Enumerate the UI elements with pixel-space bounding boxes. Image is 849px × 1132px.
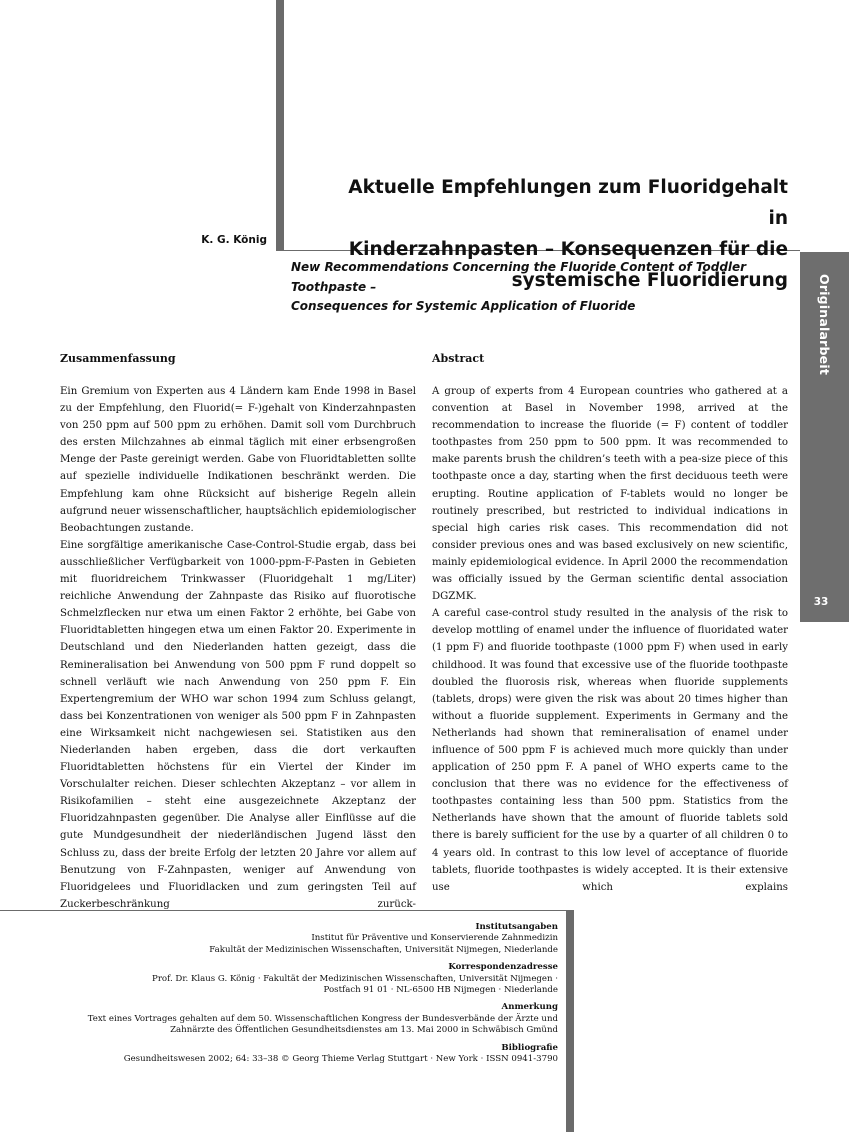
anmerkung-line: Text eines Vortrages gehalten auf dem 50. Wissenschaftlichen Kongress der Bundesverbände der Ärzte und bbox=[87, 1013, 558, 1024]
section-sidebar bbox=[800, 252, 849, 622]
institut-line: Institut für Präventive und Konservierende Zahnmedizin bbox=[311, 933, 558, 944]
abstract-column bbox=[432, 350, 788, 896]
title-line: systemische Fluoridierung bbox=[511, 270, 788, 291]
institut-heading: Institutsangaben bbox=[475, 922, 558, 932]
zusammenfassung-paragraph: Eine sorgfältige amerikanische Case-Control-Studie ergab, dass bei ausschließlicher Verfügbarkeit von 1000-ppm-F-Pasten in Gebieten mit fluoridreichem Trinkwasser (Fluoridgehalt 1 mg/Liter) reichliche Anwendung der Zahnpaste das Risiko auf fluorotische Schmelzflecken nur etwa um einen Faktor 2 erhöhte, bei Gabe von Fluoridtabletten hingegen etwa um einen Faktor 20. Experimente in Deutschland und den Niederlanden hatten gezeigt, dass die Remineralisation bei Anwendung von 500 ppm F rund doppelt so schnell verläuft wie nach Anwendung von 250 ppm F. Ein Expertengremium der WHO war schon 1994 zum Schluss gelangt, dass bei Konzentrationen von weniger als 500 ppm F in Zahnpasten eine Wirksamkeit nicht nachgewiesen sei. Statistiken aus den Niederlanden haben ergeben, dass die dort verkauften Fluoridtabletten höchstens für ein Viertel der Kinder im Vorschulalter reichen. Dieser schlechten Akzeptanz – vor allem in Risikofamilien – steht eine ausgezeichnete Akzeptanz der Fluoridzahnpasten gegenüber. Die Analyse aller Einflüsse auf die gute Mundgesundheit der niederländischen Jugend lässt den Schluss zu, dass der breite Erfolg der letzten 20 Jahre vor allem auf Benutzung von F-Zahnpasten, weniger auf Anwendung von Fluoridgelees und Fluoridlacken und zum geringsten Teil auf Zuckerbeschränkung zurück- bbox=[60, 539, 416, 910]
korrespondenz-line: Prof. Dr. Klaus G. König · Fakultät der Medizinischen Wissenschaften, Universität Nijmegen · bbox=[152, 973, 558, 984]
zusammenfassung-paragraph: Ein Gremium von Experten aus 4 Ländern kam Ende 1998 in Basel zu der Empfehlung, den Fluorid(= F-)gehalt von Kinderzahnpasten von 250 ppm auf 500 ppm zu erhöhen. Damit soll vom Durchbruch des ersten Milchzahnes ab einmal täglich mit einer erbsengroßen Menge der Paste gereinigt werden. Gabe von Fluoridtabletten sollte auf spezielle individuelle Indikationen beschränkt werden. Die Empfehlung kam ohne Rücksicht auf bisherige Regeln allein aufgrund neuer wissenschaftlicher, hauptsächlich epidemiologischer Beobachtungen zustande. bbox=[60, 386, 416, 534]
zusammenfassung-column bbox=[60, 350, 416, 913]
bottom-vertical-bar bbox=[566, 910, 574, 1132]
bibliografie-block bbox=[40, 1043, 558, 1066]
korrespondenz-block bbox=[40, 962, 558, 996]
subtitle-line: Consequences for Systemic Application of Fluoride bbox=[291, 299, 636, 313]
title-line: Aktuelle Empfehlungen zum Fluoridgehalt in bbox=[348, 177, 788, 229]
anmerkung-line: Zahnärzte des Öffentlichen Gesundheitsdienstes am 13. Mai 2000 in Schwäbisch Gmünd bbox=[170, 1025, 558, 1036]
publication-info bbox=[40, 922, 558, 1071]
abstract-paragraph: A careful case-control study resulted in the analysis of the risk to develop mottling of enamel under the influence of fluoridated water (1 ppm F) and fluoride toothpaste (1000 ppm F) when used in early childhood. It was found that excessive use of the fluoride toothpaste doubled the fluorosis risk, whereas when fluoride supplements (tablets, drops) were given the risk was about 20 times higher than without a fluoride supplement. Experiments in Germany and the Netherlands had shown that remineralisation of enamel under influence of 500 ppm F is achieved much more quickly than under application of 250 ppm F. A panel of WHO experts came to the conclusion that there was no evidence for the effectiveness of toothpastes containing less than 500 ppm. Statistics from the Netherlands have shown that the amount of fluoride tablets sold there is barely sufficient for the use by a quarter of all children 0 to 4 years old. In contrast to this low level of acceptance of fluoride tablets, fluoride toothpastes is widely accepted. It is their extensive use which explains bbox=[432, 608, 788, 893]
english-title bbox=[291, 258, 796, 317]
title-line: Kinderzahnpasten – Konsequenzen für die bbox=[348, 239, 788, 260]
korrespondenz-line: Postfach 91 01 · NL-6500 HB Nijmegen · Niederlande bbox=[323, 985, 558, 996]
top-vertical-bar bbox=[276, 0, 284, 250]
zusammenfassung-heading: Zusammenfassung bbox=[60, 352, 176, 365]
author-name: K. G. König bbox=[201, 234, 267, 246]
anmerkung-block bbox=[40, 1002, 558, 1036]
korrespondenz-heading: Korrespondenzadresse bbox=[448, 962, 558, 973]
abstract-paragraph: A group of experts from 4 European countries who gathered at a convention at Basel in November 1998, arrived at the recommendation to increase the fluoride (= F) content of toddler toothpastes from 250 ppm to 500 ppm. It was recommended to make parents brush the children’s teeth with a pea-size piece of this toothpaste once a day, starting when the first deciduous teeth were erupting. Routine application of F-tablets would no longer be routinely prescribed, but restricted to individual indications in special high caries risk cases. This recommendation did not consider previous ones and was based exclusively on new scientific, mainly epidemiological evidence. In April 2000 the recommendation was officially issued by the German scientific dental association DGZMK. bbox=[432, 386, 788, 603]
footer-rule bbox=[0, 910, 566, 911]
institut-line: Fakultät der Medizinischen Wissenschaften, Universität Nijmegen, Niederlande bbox=[209, 944, 558, 955]
anmerkung-heading: Anmerkung bbox=[501, 1002, 558, 1013]
bibliografie-heading: Bibliografie bbox=[501, 1042, 558, 1053]
abstract-heading: Abstract bbox=[432, 352, 485, 365]
institut-block bbox=[40, 922, 558, 956]
section-label bbox=[800, 274, 849, 414]
page-number: 33 bbox=[813, 596, 829, 608]
section-label-text: Originalarbeit bbox=[817, 274, 832, 376]
bibliografie-line: Gesundheitswesen 2002; 64: 33–38 © Georg Thieme Verlag Stuttgart · New York · ISSN 0941-3790 bbox=[123, 1054, 558, 1065]
subtitle-line: New Recommendations Concerning the Fluoride Content of Toddler Toothpaste – bbox=[291, 260, 747, 294]
